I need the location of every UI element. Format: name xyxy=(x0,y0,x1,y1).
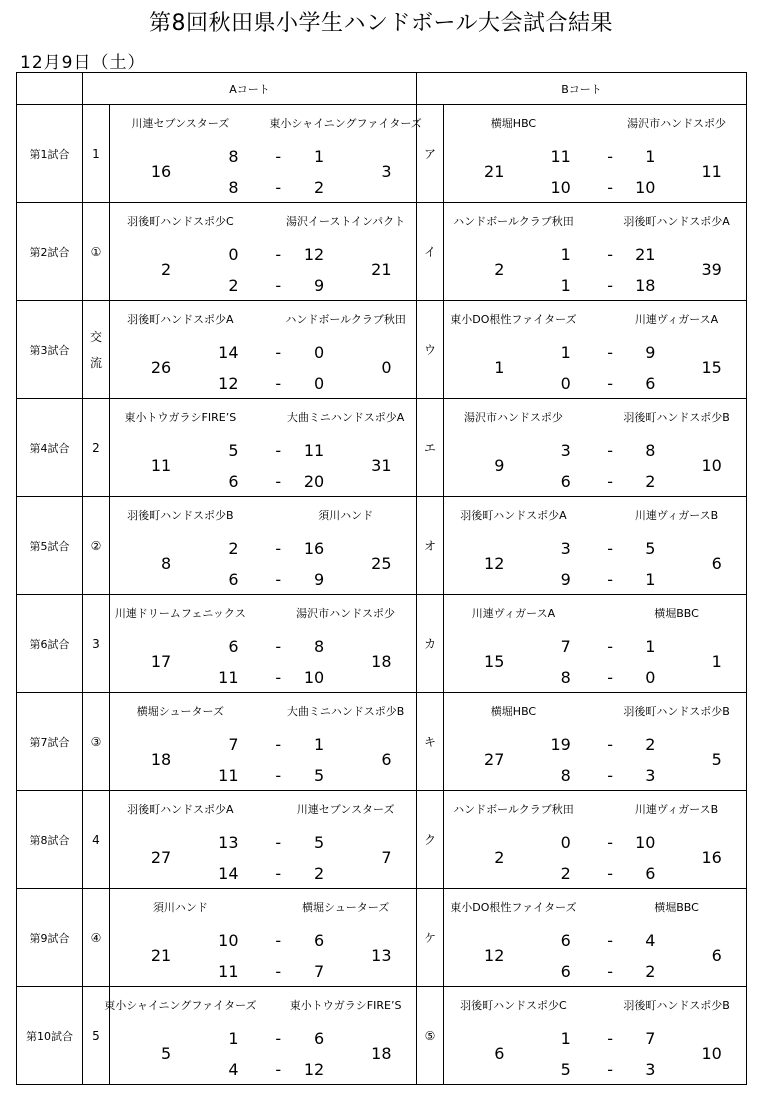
court-a-match-code: 1 xyxy=(83,105,110,203)
court-a-match xyxy=(110,105,422,203)
team-right-name: 横堀BBC xyxy=(654,607,699,620)
team-right-name: 羽後町ハンドスポ少A xyxy=(623,215,730,228)
court-b-match xyxy=(444,399,747,497)
court-b-match xyxy=(444,987,747,1085)
match-code-char: 流 xyxy=(89,355,102,370)
team-left-name: 横堀HBC xyxy=(490,117,537,130)
team-right-second-half-score: 2 xyxy=(645,472,656,491)
team-left-total-score: 27 xyxy=(150,848,172,867)
court-b-match-code: キ xyxy=(417,693,444,791)
team-right-second-half-score: 6 xyxy=(645,864,656,883)
score-separator: - xyxy=(275,178,282,197)
game-label: 第9試合 xyxy=(17,889,83,987)
score-separator: - xyxy=(275,766,282,785)
team-right-second-half-score: 0 xyxy=(314,374,325,393)
score-separator: - xyxy=(275,570,282,589)
team-right-total-score: 6 xyxy=(381,750,392,769)
team-left-name: 羽後町ハンドスポ少A xyxy=(460,509,567,522)
team-left-second-half-score: 1 xyxy=(560,276,571,295)
team-right-name: 横堀BBC xyxy=(654,901,699,914)
team-left-name: 川連セブンスターズ xyxy=(131,117,230,130)
team-left-first-half-score: 10 xyxy=(218,931,239,950)
court-a-match xyxy=(110,301,417,399)
court-a-match xyxy=(110,595,417,693)
team-right-second-half-score: 1 xyxy=(645,570,656,589)
game-row xyxy=(17,889,747,987)
team-right-name: 羽後町ハンドスポ少B xyxy=(623,705,730,718)
court-b-match-code: イ xyxy=(417,203,444,301)
team-right-first-half-score: 8 xyxy=(645,441,656,460)
team-left-total-score: 21 xyxy=(484,162,505,181)
score-separator: - xyxy=(275,864,282,883)
team-left-second-half-score: 0 xyxy=(560,374,571,393)
team-right-name: 川連セブンスターズ xyxy=(296,803,395,816)
match-code-char: 交 xyxy=(89,329,102,344)
team-right-first-half-score: 4 xyxy=(645,931,656,950)
team-left-name: 川連ドリームフェニックス xyxy=(114,607,246,620)
team-right-total-score: 6 xyxy=(711,946,722,965)
team-left-name: 羽後町ハンドスポ少C xyxy=(127,215,234,228)
team-right-name: 川連ヴィガースB xyxy=(634,509,719,522)
team-right-total-score: 39 xyxy=(701,260,722,279)
team-left-first-half-score: 6 xyxy=(228,637,239,656)
score-separator: - xyxy=(607,343,613,362)
team-left-total-score: 1 xyxy=(494,358,505,377)
team-left-total-score: 12 xyxy=(484,554,505,573)
game-row xyxy=(17,105,747,203)
team-left-second-half-score: 11 xyxy=(218,962,239,981)
team-right-first-half-score: 21 xyxy=(635,245,656,264)
team-right-total-score: 5 xyxy=(711,750,722,769)
court-a-match-code: ③ xyxy=(83,693,110,791)
team-left-first-half-score: 8 xyxy=(228,147,239,166)
team-right-name: 大曲ミニハンドスポ少A xyxy=(286,411,405,424)
team-right-second-half-score: 5 xyxy=(314,766,325,785)
team-right-first-half-score: 7 xyxy=(645,1029,656,1048)
team-right-total-score: 31 xyxy=(371,456,392,475)
court-a-match-code xyxy=(83,301,110,399)
team-left-total-score: 16 xyxy=(150,162,172,181)
game-row xyxy=(17,399,747,497)
team-left-name: 羽後町ハンドスポ少A xyxy=(127,803,234,816)
court-a-match-code: ② xyxy=(83,497,110,595)
team-right-second-half-score: 0 xyxy=(645,668,656,687)
game-label: 第10試合 xyxy=(17,987,83,1085)
score-separator: - xyxy=(607,245,613,264)
court-a-match-code: 3 xyxy=(83,595,110,693)
team-left-first-half-score: 11 xyxy=(550,147,571,166)
team-right-name: 大曲ミニハンドスポ少B xyxy=(286,705,405,718)
team-right-name: 川連ヴィガースA xyxy=(634,313,719,326)
team-left-name: ハンドボールクラブ秋田 xyxy=(453,803,574,816)
score-separator: - xyxy=(607,276,613,295)
team-left-first-half-score: 7 xyxy=(228,735,239,754)
team-right-first-half-score: 12 xyxy=(303,245,325,264)
team-right-second-half-score: 18 xyxy=(635,276,656,295)
results-table xyxy=(16,72,747,1085)
court-a-match xyxy=(110,791,417,889)
team-left-second-half-score: 8 xyxy=(560,766,571,785)
team-right-second-half-score: 2 xyxy=(314,864,325,883)
court-b-match-code: ケ xyxy=(417,889,444,987)
court-b-match-code: ア xyxy=(417,105,444,203)
team-right-total-score: 10 xyxy=(701,1044,722,1063)
team-right-total-score: 10 xyxy=(701,456,722,475)
score-separator: - xyxy=(275,276,282,295)
court-b-match xyxy=(444,203,747,301)
game-row xyxy=(17,203,747,301)
score-separator: - xyxy=(275,539,282,558)
court-b-match-code: ウ xyxy=(417,301,444,399)
court-b-match-code: オ xyxy=(417,497,444,595)
team-right-first-half-score: 16 xyxy=(303,539,325,558)
team-left-total-score: 15 xyxy=(484,652,505,671)
game-row xyxy=(17,693,747,791)
score-separator: - xyxy=(607,441,613,460)
score-separator: - xyxy=(607,1060,613,1079)
table-header-row xyxy=(17,73,747,105)
team-left-total-score: 9 xyxy=(494,456,505,475)
team-right-total-score: 16 xyxy=(701,848,722,867)
team-left-first-half-score: 2 xyxy=(228,539,239,558)
team-left-second-half-score: 8 xyxy=(560,668,571,687)
team-left-name: 湯沢市ハンドスポ少 xyxy=(464,411,563,424)
team-left-total-score: 11 xyxy=(150,456,172,475)
team-left-total-score: 21 xyxy=(150,946,172,965)
team-left-total-score: 2 xyxy=(494,260,505,279)
team-left-name: 東小トウガラシFIRE’S xyxy=(124,411,237,424)
team-right-name: 羽後町ハンドスポ少B xyxy=(623,999,730,1012)
game-label: 第8試合 xyxy=(17,791,83,889)
team-left-second-half-score: 12 xyxy=(218,374,239,393)
team-left-first-half-score: 3 xyxy=(560,539,571,558)
team-left-first-half-score: 5 xyxy=(228,441,239,460)
score-separator: - xyxy=(275,833,282,852)
score-separator: - xyxy=(275,245,282,264)
team-right-total-score: 25 xyxy=(371,554,392,573)
team-left-first-half-score: 1 xyxy=(560,343,571,362)
game-row xyxy=(17,301,747,399)
team-right-first-half-score: 6 xyxy=(314,1029,325,1048)
score-separator: - xyxy=(275,441,282,460)
team-right-second-half-score: 9 xyxy=(314,276,325,295)
team-right-first-half-score: 1 xyxy=(314,147,325,166)
court-b-match xyxy=(444,497,747,595)
court-a-header: Aコート xyxy=(83,73,417,105)
team-right-total-score: 15 xyxy=(701,358,722,377)
team-right-first-half-score: 6 xyxy=(314,931,325,950)
team-left-second-half-score: 6 xyxy=(560,962,571,981)
score-separator: - xyxy=(275,931,282,950)
game-label: 第5試合 xyxy=(17,497,83,595)
team-right-first-half-score: 5 xyxy=(645,539,656,558)
team-right-second-half-score: 3 xyxy=(645,1060,656,1079)
score-separator: - xyxy=(275,1029,282,1048)
team-left-name: 須川ハンド xyxy=(152,901,208,914)
court-b-match xyxy=(444,301,747,399)
team-left-name: 羽後町ハンドスポ少A xyxy=(127,313,234,326)
team-right-second-half-score: 6 xyxy=(645,374,656,393)
team-right-total-score: 6 xyxy=(711,554,722,573)
court-a-match-code: ④ xyxy=(83,889,110,987)
score-separator: - xyxy=(607,147,613,166)
game-label: 第6試合 xyxy=(17,595,83,693)
score-separator: - xyxy=(607,766,613,785)
game-label: 第3試合 xyxy=(17,301,83,399)
team-right-total-score: 13 xyxy=(371,946,392,965)
team-left-second-half-score: 2 xyxy=(228,276,239,295)
team-left-total-score: 2 xyxy=(494,848,505,867)
game-label: 第4試合 xyxy=(17,399,83,497)
team-right-second-half-score: 9 xyxy=(314,570,325,589)
team-left-first-half-score: 1 xyxy=(228,1029,239,1048)
team-left-name: 羽後町ハンドスポ少B xyxy=(127,509,234,522)
score-separator: - xyxy=(607,668,613,687)
team-left-name: 東小シャイニングファイターズ xyxy=(104,999,257,1012)
score-separator: - xyxy=(607,864,613,883)
team-right-first-half-score: 11 xyxy=(303,441,325,460)
game-label: 第7試合 xyxy=(17,693,83,791)
team-left-first-half-score: 13 xyxy=(218,833,239,852)
team-left-second-half-score: 6 xyxy=(560,472,571,491)
team-left-name: 川連ヴィガースA xyxy=(471,607,556,620)
score-separator: - xyxy=(607,1029,613,1048)
team-left-total-score: 8 xyxy=(161,554,172,573)
team-left-name: 東小DO根性ファイターズ xyxy=(450,313,577,326)
team-left-total-score: 18 xyxy=(150,750,172,769)
team-left-total-score: 6 xyxy=(494,1044,505,1063)
team-right-name: ハンドボールクラブ秋田 xyxy=(285,313,406,326)
court-b-match xyxy=(444,889,747,987)
court-b-match-code: ク xyxy=(417,791,444,889)
game-row xyxy=(17,595,747,693)
court-a-match xyxy=(104,987,417,1085)
team-right-first-half-score: 9 xyxy=(645,343,656,362)
team-left-second-half-score: 8 xyxy=(228,178,239,197)
score-separator: - xyxy=(275,343,282,362)
team-left-total-score: 17 xyxy=(150,652,172,671)
score-separator: - xyxy=(607,570,613,589)
team-right-second-half-score: 10 xyxy=(303,668,325,687)
score-separator: - xyxy=(607,637,613,656)
team-left-first-half-score: 3 xyxy=(560,441,571,460)
team-right-name: 東小シャイニングファイターズ xyxy=(269,117,422,130)
game-label: 第1試合 xyxy=(17,105,83,203)
game-row xyxy=(17,497,747,595)
score-separator: - xyxy=(607,539,613,558)
team-right-name: 横堀シューターズ xyxy=(301,901,390,914)
score-separator: - xyxy=(275,472,282,491)
team-right-name: 湯沢イーストインパクト xyxy=(286,215,406,228)
team-right-second-half-score: 3 xyxy=(645,766,656,785)
team-left-first-half-score: 14 xyxy=(218,343,239,362)
team-left-first-half-score: 1 xyxy=(560,1029,571,1048)
team-right-name: 湯沢市ハンドスポ少 xyxy=(627,117,726,130)
score-separator: - xyxy=(275,735,282,754)
court-b-match xyxy=(444,595,747,693)
team-left-first-half-score: 1 xyxy=(560,245,571,264)
court-b-match-code: ⑤ xyxy=(417,987,444,1085)
team-left-name: 横堀シューターズ xyxy=(136,705,224,718)
score-separator: - xyxy=(275,374,282,393)
score-separator: - xyxy=(607,931,613,950)
team-left-name: 羽後町ハンドスポ少C xyxy=(460,999,567,1012)
team-left-total-score: 12 xyxy=(484,946,505,965)
team-right-second-half-score: 20 xyxy=(303,472,325,491)
court-a-match-code: 2 xyxy=(83,399,110,497)
game-row xyxy=(17,791,747,889)
team-left-total-score: 26 xyxy=(150,358,172,377)
team-left-total-score: 5 xyxy=(161,1044,172,1063)
team-left-second-half-score: 14 xyxy=(218,864,239,883)
team-left-second-half-score: 6 xyxy=(228,472,239,491)
team-right-total-score: 11 xyxy=(701,162,722,181)
page-title: 第8回秋田県小学生ハンドボール大会試合結果 xyxy=(148,11,614,36)
court-a-match-code: 5 xyxy=(83,987,110,1085)
team-right-first-half-score: 1 xyxy=(645,147,656,166)
score-separator: - xyxy=(607,962,613,981)
team-right-name: 湯沢市ハンドスポ少 xyxy=(296,607,396,620)
team-right-name: 川連ヴィガースB xyxy=(634,803,719,816)
team-right-name: 東小トウガラシFIRE’S xyxy=(289,999,402,1012)
court-a-match-code: ① xyxy=(83,203,110,301)
team-left-first-half-score: 6 xyxy=(560,931,571,950)
team-right-first-half-score: 1 xyxy=(314,735,325,754)
team-right-name: 羽後町ハンドスポ少B xyxy=(623,411,730,424)
score-separator: - xyxy=(275,668,282,687)
team-right-first-half-score: 8 xyxy=(314,637,325,656)
score-separator: - xyxy=(275,147,282,166)
score-separator: - xyxy=(275,962,282,981)
team-right-first-half-score: 0 xyxy=(314,343,325,362)
team-right-total-score: 18 xyxy=(371,652,392,671)
team-left-second-half-score: 4 xyxy=(228,1060,239,1079)
court-b-match-code: カ xyxy=(417,595,444,693)
team-right-total-score: 3 xyxy=(381,162,392,181)
team-right-second-half-score: 7 xyxy=(314,962,325,981)
court-a-match xyxy=(110,693,417,791)
score-separator: - xyxy=(607,735,613,754)
team-right-name: 須川ハンド xyxy=(318,509,374,522)
score-separator: - xyxy=(275,1060,282,1079)
team-right-second-half-score: 10 xyxy=(635,178,656,197)
team-right-second-half-score: 2 xyxy=(314,178,325,197)
team-right-total-score: 21 xyxy=(371,260,392,279)
team-right-first-half-score: 10 xyxy=(635,833,656,852)
team-right-second-half-score: 2 xyxy=(645,962,656,981)
team-left-total-score: 2 xyxy=(161,260,172,279)
score-separator: - xyxy=(607,472,613,491)
team-left-name: ハンドボールクラブ秋田 xyxy=(453,215,574,228)
court-a-match xyxy=(110,203,417,301)
team-left-second-half-score: 6 xyxy=(228,570,239,589)
court-a-match-code: 4 xyxy=(83,791,110,889)
court-a-match xyxy=(110,497,417,595)
team-left-first-half-score: 7 xyxy=(560,637,571,656)
game-label: 第2試合 xyxy=(17,203,83,301)
score-separator: - xyxy=(607,833,613,852)
team-right-first-half-score: 2 xyxy=(645,735,656,754)
team-left-second-half-score: 9 xyxy=(560,570,571,589)
court-b-match xyxy=(444,791,747,889)
court-b-match-code: エ xyxy=(417,399,444,497)
court-a-match xyxy=(110,399,417,497)
team-right-second-half-score: 12 xyxy=(303,1060,325,1079)
score-separator: - xyxy=(607,374,613,393)
team-left-name: 東小DO根性ファイターズ xyxy=(450,901,577,914)
court-b-match xyxy=(444,693,747,791)
team-left-first-half-score: 0 xyxy=(228,245,239,264)
team-right-total-score: 0 xyxy=(381,358,392,377)
court-b-match xyxy=(444,105,747,203)
team-left-second-half-score: 11 xyxy=(218,668,239,687)
team-right-total-score: 1 xyxy=(711,652,722,671)
team-left-second-half-score: 2 xyxy=(560,864,571,883)
team-left-total-score: 27 xyxy=(484,750,505,769)
team-right-total-score: 18 xyxy=(371,1044,392,1063)
team-left-first-half-score: 19 xyxy=(550,735,571,754)
score-separator: - xyxy=(275,637,282,656)
team-right-total-score: 7 xyxy=(381,848,392,867)
game-row xyxy=(17,987,747,1085)
header-blank-cell xyxy=(17,73,83,105)
team-left-second-half-score: 10 xyxy=(550,178,571,197)
team-right-first-half-score: 1 xyxy=(645,637,656,656)
court-a-match xyxy=(110,889,417,987)
score-separator: - xyxy=(607,178,613,197)
court-b-header: Bコート xyxy=(417,73,747,105)
team-left-second-half-score: 11 xyxy=(218,766,239,785)
team-left-name: 横堀HBC xyxy=(490,705,537,718)
team-left-second-half-score: 5 xyxy=(560,1060,571,1079)
team-right-first-half-score: 5 xyxy=(314,833,325,852)
match-date: 12月9日（土） xyxy=(20,53,146,73)
team-left-first-half-score: 0 xyxy=(560,833,571,852)
